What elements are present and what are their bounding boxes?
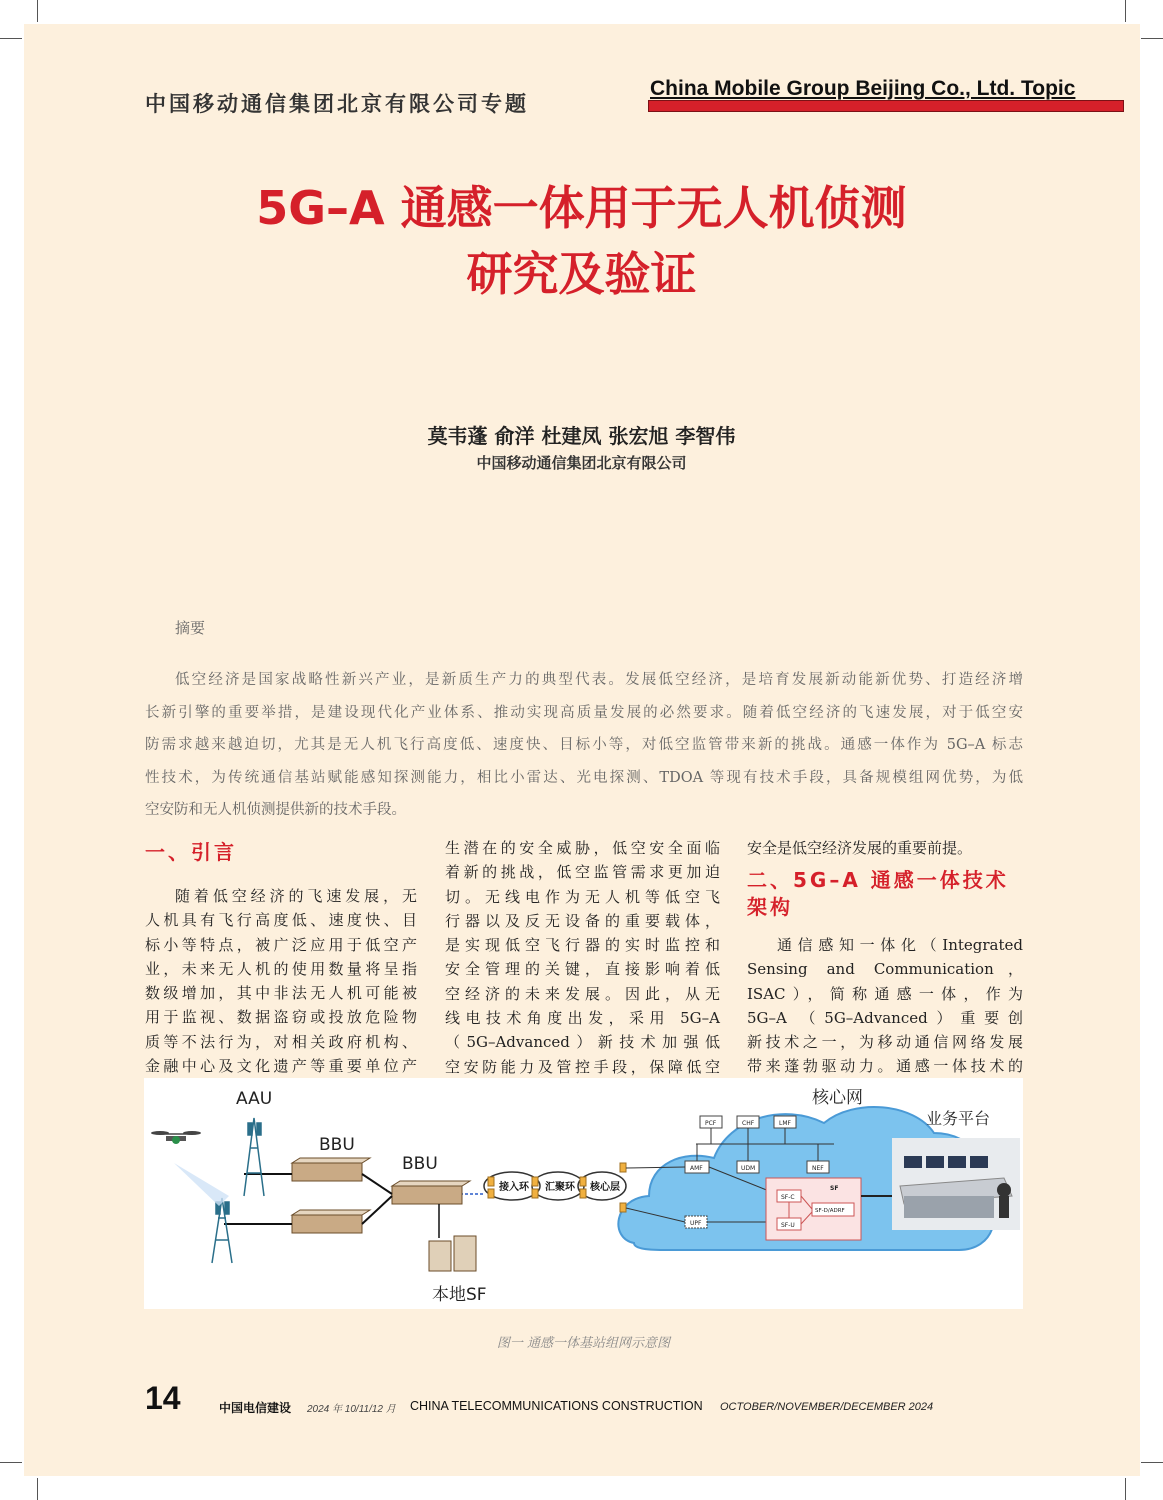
body-line: 数级增加，其中非法无人机可能被 xyxy=(145,984,417,1003)
abstract-line: 空安防和无人机侦测提供新的技术手段。 xyxy=(145,802,406,818)
abstract-line: 性技术，为传统通信基站赋能感知探测能力，相比小雷达、光电探测、TDOA 等现有技术手段，具备规模组网优势，为低 xyxy=(145,769,1023,786)
nef-label: NEF xyxy=(812,1165,824,1172)
crop-mark xyxy=(37,0,38,22)
body-line: 是实现低空飞行器的实时监控和 xyxy=(445,936,720,955)
amf-label: AMF xyxy=(690,1165,703,1172)
page-number: 14 xyxy=(145,1380,181,1416)
crop-mark xyxy=(1125,0,1126,22)
column-1 xyxy=(145,884,417,1078)
sensing-beam xyxy=(174,1163,229,1206)
body-line: 空安防能力及管控手段，保障低空 xyxy=(445,1057,720,1076)
local-sf-label: 本地SF xyxy=(432,1285,487,1305)
article-title-line2: 研究及验证 xyxy=(466,247,697,301)
udm-label: UDM xyxy=(741,1165,756,1172)
figure-caption: 图一 通感一体基站组网示意图 xyxy=(496,1336,671,1351)
topic-header-cn: 中国移动通信集团北京有限公司专题 xyxy=(145,92,529,116)
topic-header-en xyxy=(648,77,1126,113)
column-3-top xyxy=(747,836,1023,860)
lmf-label: LMF xyxy=(779,1120,791,1127)
body-line: 标小等特点，被广泛应用于低空产 xyxy=(145,935,417,954)
network-diagram xyxy=(144,1078,1023,1309)
router-node xyxy=(488,1177,494,1186)
section2-heading-line1: 二、5G–A 通感一体技术 xyxy=(747,868,1009,892)
pcf-label: PCF xyxy=(705,1120,717,1127)
body-line: 新技术之一，为移动通信网络发展 xyxy=(747,1033,1023,1052)
access-ring-label: 接入环 xyxy=(499,1182,529,1193)
abstract-body xyxy=(145,664,1023,827)
affiliation: 中国移动通信集团北京有限公司 xyxy=(476,454,687,472)
section1-heading: 一、引言 xyxy=(145,840,237,864)
column-2 xyxy=(445,836,720,1079)
body-line: 生潜在的安全威胁，低空安全面临 xyxy=(445,839,720,857)
crop-mark xyxy=(1141,38,1163,39)
sf-c-label: SF-C xyxy=(781,1194,795,1201)
control-room-image xyxy=(892,1138,1020,1230)
crop-mark xyxy=(1141,1462,1163,1463)
sf-u-label: SF-U xyxy=(781,1222,795,1229)
crop-mark xyxy=(1125,1478,1126,1500)
abstract-line: 低空经济是国家战略性新兴产业，是新质生产力的典型代表。发展低空经济，是培育发展新动能新优势、打造经济增 xyxy=(175,672,1023,688)
body-line: 带来蓬勃驱动力。通感一体技术的 xyxy=(747,1057,1023,1076)
journal-name-en: CHINA TELECOMMUNICATIONS CONSTRUCTION xyxy=(410,1399,703,1413)
body-line: （5G–Advanced）新技术加强低 xyxy=(445,1033,720,1052)
sf-d-label: SF-D/ADRF xyxy=(815,1208,845,1214)
authors: 莫韦蓬 俞洋 杜建凤 张宏旭 李智伟 xyxy=(427,424,736,448)
body-line: 空经济的未来发展。因此，从无 xyxy=(445,984,720,1003)
sf-label: SF xyxy=(830,1185,839,1192)
router-node xyxy=(532,1189,538,1198)
body-line: 行器以及反无设备的重要载体， xyxy=(445,911,720,930)
bbu-units xyxy=(292,1158,470,1233)
body-line: 通信感知一体化（Integrated xyxy=(777,936,1023,954)
topic-header-en-text: China Mobile Group Beijing Co., Ltd. Topic xyxy=(650,77,1076,100)
body-line: 安全是低空经济发展的重要前提。 xyxy=(747,839,973,857)
body-line: 用于监视、数据盗窃或投放危险物 xyxy=(145,1008,417,1027)
body-line: 线电技术角度出发，采用 5G–A xyxy=(445,1009,720,1028)
router-node xyxy=(580,1177,586,1186)
network-diagram-svg xyxy=(144,1078,1023,1309)
drone-icon xyxy=(151,1131,201,1144)
column-3 xyxy=(747,933,1023,1079)
body-line: 安全管理的关键，直接影响着低 xyxy=(445,960,720,979)
abstract-line: 长新引擎的重要举措，是建设现代化产业体系、推动实现高质量发展的必然要求。随着低空经济的飞速发展，对于低空安 xyxy=(145,704,1023,721)
body-line: 切。无线电作为无人机等低空飞 xyxy=(445,887,720,906)
section2-heading-line2: 架构 xyxy=(747,895,793,919)
crop-mark xyxy=(0,1462,22,1463)
bbu-label-1: BBU xyxy=(319,1135,355,1155)
crop-mark xyxy=(37,1478,38,1500)
platform-label: 业务平台 xyxy=(926,1109,991,1128)
body-line: 5G–A （5G–Advanced）重要创 xyxy=(747,1008,1023,1027)
article-title-line1: 5G–A 通感一体用于无人机侦测 xyxy=(256,181,907,235)
router-node xyxy=(488,1189,494,1198)
bbu-label-2: BBU xyxy=(402,1154,438,1174)
body-line: 着新的挑战，低空监管需求更加迫 xyxy=(445,863,720,882)
upf-label: UPF xyxy=(690,1220,702,1227)
local-sf-servers xyxy=(429,1236,476,1271)
base-station-tower xyxy=(244,1118,264,1196)
body-line: 人机具有飞行高度低、速度快、目 xyxy=(145,911,417,930)
router-node xyxy=(580,1189,586,1198)
body-line: Sensing and Communication， xyxy=(747,960,1023,979)
issue-date-cn: 2024 年 10/11/12 月 xyxy=(307,1404,396,1415)
issue-date-en: OCTOBER/NOVEMBER/DECEMBER 2024 xyxy=(720,1401,934,1413)
chf-label: CHF xyxy=(742,1120,755,1127)
router-node xyxy=(532,1177,538,1186)
abstract-line: 防需求越来越迫切，尤其是无人机飞行高度低、速度快、目标小等，对低空监管带来新的挑战。通感一体作为 5G–A 标志 xyxy=(145,737,1023,753)
crop-mark xyxy=(0,38,22,39)
body-line: 随着低空经济的飞速发展，无 xyxy=(175,887,417,905)
aau-label: AAU xyxy=(236,1089,273,1109)
router-node xyxy=(620,1163,626,1172)
router-node xyxy=(620,1203,626,1212)
body-line: ISAC），简称通感一体，作为 xyxy=(747,984,1023,1003)
body-line: 质等不法行为，对相关政府机构、 xyxy=(145,1032,417,1051)
abstract-label: 摘要 xyxy=(175,619,206,637)
core-network-label: 核心网 xyxy=(812,1088,863,1108)
body-line: 业，未来无人机的使用数量将呈指 xyxy=(145,959,417,978)
base-station-tower xyxy=(212,1198,232,1263)
red-header-bar xyxy=(648,100,1124,112)
core-layer-label: 核心层 xyxy=(590,1182,620,1193)
journal-name-cn: 中国电信建设 xyxy=(219,1401,292,1415)
body-line: 金融中心及文化遗产等重要单位产 xyxy=(145,1057,417,1076)
aggregation-ring-label: 汇聚环 xyxy=(545,1182,575,1193)
